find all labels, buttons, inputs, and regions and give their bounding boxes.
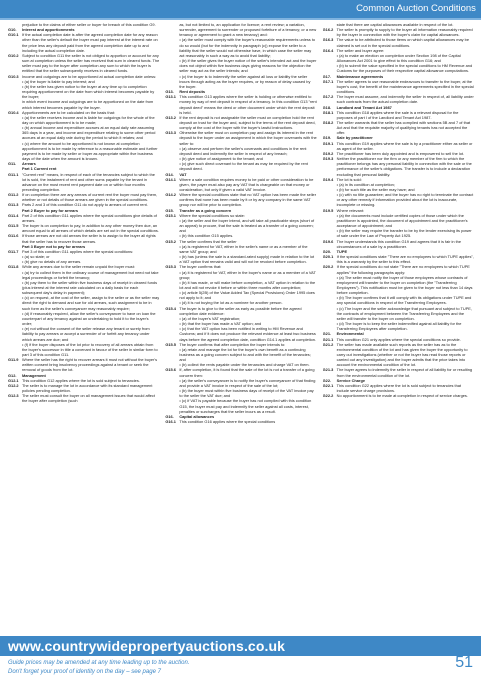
clause-row xyxy=(323,79,474,94)
clause-text: This condition G18 applies where the sale is a relevant disposal for the purposes of part I of the Landlord and Tenant Act 1987. xyxy=(336,109,459,120)
clause-text: • (a) try to collect them in the ordinary course of management but need not take legal proceedings or forfeit the tenancy; xyxy=(22,269,159,280)
clause-text: • (b) pay them to the seller within five business days of receipt in cleared funds (plus interest at the interest rate calculated on a daily basis for each subsequent day's delay in payment); xyxy=(22,279,158,296)
clause-text: • (c) that the VAT option has been notified in writing to HM Revenue and Customs; and if it does not produce the relevant evidence at least two business days before the agreed completion date, condition G14.1 applies at completion. xyxy=(179,326,317,342)
page-number: 51 xyxy=(455,654,473,671)
clause-text: The buyer is to give to the seller as early as possible before the agreed completion date evidence: xyxy=(179,305,302,316)
clause-row xyxy=(165,419,316,424)
clause-text: This condition G19 applies where the sale is by a practitioner either as seller or as agent of the seller. xyxy=(336,140,473,151)
clause-text: Otherwise the seller must on completion pay and assign its interest in the rent deposit to the buyer under an assignment in which the buyer covenants with the seller to: xyxy=(179,130,317,146)
clause-row xyxy=(165,74,316,89)
website-link[interactable]: www.countrywidepropertyauctions.co.uk xyxy=(8,638,286,654)
clause-number: G14.1 xyxy=(165,176,176,182)
clause-number: G20.1 xyxy=(322,254,334,260)
clause-number: G21.1 xyxy=(322,336,334,342)
clause-text: Rent deposits xyxy=(179,89,206,95)
clause-text: This condition G22 applies where the lot is sold subject to tenancies that include service charge provisions. xyxy=(336,382,462,394)
clause-text: If on completion there are any arrears of current rent the buyer must pay them, whether or not details of those arrears are given in the special conditions. xyxy=(22,192,158,203)
clause-text: • (d) it is not buying the lot as a nominee for another person. xyxy=(179,300,283,306)
clause-number: G13.3 xyxy=(165,130,176,136)
clause-number: G21.2 xyxy=(322,341,334,347)
clause-text: • (c) the buyer is to indemnify the seller against all loss or liability the seller incurs through acting as the buyer requires, or by reason of delay caused by the buyer. xyxy=(179,73,311,89)
clause-text: Where relevant: xyxy=(336,207,365,213)
clause-row xyxy=(165,58,316,73)
clause-number: G10.1 xyxy=(8,32,19,38)
clause-text: • (a) the documents must include certified copies of those under which the practitioner is appointed, the document of appointment and the practitioner's acceptance of appointment; and xyxy=(336,212,468,229)
clause-number: G16. xyxy=(165,413,174,419)
clause-row xyxy=(165,306,316,316)
clause-row xyxy=(323,295,474,305)
clause-row xyxy=(323,275,474,296)
clause-text: Where the special conditions state that no VAT option has been made the seller confirms that none has been made by it or by any company in the same VAT group nor will be prior to completion. xyxy=(179,192,317,208)
clause-row xyxy=(8,233,159,243)
clause-row xyxy=(8,280,159,295)
clause-text: If the special conditions state "There are no employees to which TUPE applies", this is a warranty by the seller to this effect. xyxy=(336,254,474,265)
clause-number: G13.2 xyxy=(165,114,176,120)
clause-text: Capital allowances xyxy=(179,413,215,419)
clause-row xyxy=(323,192,474,207)
clause-row xyxy=(165,130,316,145)
clause-row xyxy=(8,295,159,310)
clause-text: Where the special conditions so state: xyxy=(179,212,245,218)
clause-number: G12. xyxy=(8,372,17,378)
clause-number: G21.3 xyxy=(322,367,334,373)
clause-row xyxy=(323,239,474,249)
clause-text: Subject to condition G11 the seller is not obliged to apportion or account for any sum at completion unless the seller has received that sum in cleared funds. The seller must pay to the buyer after completion any sum to which the buyer is entitled that the seller subsequently receives in cleared funds. xyxy=(22,52,160,74)
clause-row xyxy=(8,357,159,372)
clause-text: Environmental xyxy=(336,331,364,337)
clause-row xyxy=(323,254,474,264)
clause-number: G11.4 xyxy=(8,212,19,218)
clause-text: • (a) observe and perform the seller's covenants and conditions in the rent deposit deed and indemnify the seller in respect of any breach; xyxy=(179,145,307,156)
clause-number: G20.2 xyxy=(322,264,334,270)
clause-row xyxy=(165,37,316,58)
clause-number: G17.1 xyxy=(322,78,334,84)
clause-text: state that there are capital allowances available in respect of the lot. xyxy=(336,22,454,27)
clause-text: This condition G21 only applies where the special conditions so provide. xyxy=(336,336,461,342)
clause-number: G15.6 xyxy=(165,367,176,373)
clause-text: The buyer agrees to indemnify the seller in respect of all liability for or resulting from the environmental condition of the lot. xyxy=(336,367,473,378)
clause-text: • (a) the seller and the buyer intend, and will take all practicable steps (short of an appeal) to procure, that the sale is treated as a transfer of a going concern; and xyxy=(179,217,315,234)
clause-row xyxy=(323,342,474,368)
clause-row xyxy=(165,378,316,388)
clause-number: G19.3 xyxy=(322,156,334,162)
clause-text: Arrears xyxy=(22,161,36,167)
clause-text: The seller agrees to use reasonable endeavours to transfer to the buyer, at the buyer's cost, the benefit of the maintenance agreements specified in the special conditions. xyxy=(336,78,474,95)
clause-text: The buyer understands this condition G19 and agrees that it is fair in the circumstances of a sale by a practitioner. xyxy=(336,238,462,249)
clause-text: • (a) to make an election on completion under Section 198 of the Capital Allowances Act 2001 to give effect to this condition G16; and xyxy=(336,52,461,64)
clause-number: G19.1 xyxy=(322,140,334,146)
clause-text: • (d) if reasonably required, allow the seller's conveyancer to have on loan the counterpart of any tenancy against an undertaking to hold it to the buyer's order; xyxy=(22,310,156,327)
clause-text: Part 2 Buyer to pay for arrears xyxy=(22,207,79,213)
clause-text: If those arrears are not old arrears the seller is to assign to the buyer all rights that the seller has to recover those arrears. xyxy=(22,233,156,244)
clause-text: Where a sale condition requires money to be paid or other consideration to be given, the payer must also pay any VAT that is chargeable on that money or consideration, but only if given a valid VAT invoice. xyxy=(179,176,314,192)
clause-text: • (a) in its condition at completion; xyxy=(336,181,395,187)
clause-number: G19. xyxy=(322,135,332,141)
clause-number: G15.3 xyxy=(165,264,176,270)
clause-row xyxy=(8,270,159,280)
clause-row xyxy=(323,213,474,228)
clause-text: • (b) give notice of assignment to the tenant; and xyxy=(179,156,263,162)
clause-text: While any arrears due to the seller remain unpaid the buyer must: xyxy=(22,264,135,270)
clause-number: G12.1 xyxy=(8,377,19,383)
clause-text: The seller is to manage the lot in accordance with its standard management policies pending completion. xyxy=(22,382,153,394)
clause-text: The seller confirms that the seller xyxy=(179,238,237,244)
clause-row xyxy=(8,326,159,341)
clause-number: G17.2 xyxy=(322,94,334,100)
clause-text: in which event income and outgoings are to be apportioned on the date from which interest becomes payable by the buyer. xyxy=(22,99,154,110)
clause-number: G16.3 xyxy=(322,37,334,43)
clause-text: VAT xyxy=(179,171,187,177)
clause-row xyxy=(323,63,474,73)
clause-number: G14.2 xyxy=(165,192,176,198)
header-divider xyxy=(0,18,481,20)
clause-number: G17. xyxy=(322,73,332,79)
clause-number: G11. xyxy=(8,161,17,167)
clause-number: G11.6 xyxy=(8,233,19,239)
clause-row xyxy=(323,306,474,321)
clause-number: G20. xyxy=(322,248,332,254)
clause-number: G11.8 xyxy=(8,264,19,270)
clause-number: G13.1 xyxy=(165,94,176,100)
page-title: Common Auction Conditions xyxy=(351,0,481,18)
clause-number: G19.2 xyxy=(322,150,334,156)
clause-text: • (d) The buyer is to keep the seller indemnified against all liability for the Transferring Employees after completion. xyxy=(336,321,462,332)
column-left xyxy=(8,22,159,632)
clause-number: G19.6 xyxy=(322,238,334,244)
clause-text: • (a) retain and manage the lot for the buyer's own benefit as a continuing business as a going concern subject to and with the benefit of the tenancies; and xyxy=(179,346,311,363)
clause-row xyxy=(165,161,316,171)
clause-row xyxy=(323,321,474,331)
clause-text: TUPE xyxy=(336,248,348,254)
clause-text: • (a) the buyer is liable to pay interest; and xyxy=(22,78,95,84)
clause-number: G11.5 xyxy=(8,223,19,229)
clause-text: • (b) the seller may require the transfer to be by the lender exercising its power of sale under the Law of Property Act 1925. xyxy=(336,228,472,239)
clause-text: Landlord and Tenant Act 1987 xyxy=(336,104,392,110)
clause-text: • (b) for such title as the seller may have; and xyxy=(336,187,415,192)
clause-row xyxy=(8,383,159,393)
clause-number: G16.4 xyxy=(322,47,334,53)
clause-row xyxy=(323,53,474,63)
clause-text: This condition G13 applies where the seller is holding or otherwise entitled to money by way of rent deposit in respect of a tenancy. In this condition G13 "rent deposit deed" means the deed or other document under which the rent deposit is held. xyxy=(179,94,317,115)
clause-text: • (e) not without the consent of the seller release any tenant or surety from liability to pay arrears or accept a surrender of or forfeit any tenancy under which arrears are due; and xyxy=(22,326,150,342)
clause-row xyxy=(8,213,159,223)
clause-text: If, after completion, it is found that the sale of the lot is not a transfer of a going concern then: xyxy=(179,367,315,378)
clause-text: Service Charge xyxy=(336,377,365,383)
clause-number: G18.1 xyxy=(322,109,334,115)
clause-text: • (a) of the buyer's VAT registration; xyxy=(179,315,241,321)
clause-text: • (f) if the buyer disposes of the lot prior to recovery of all arrears obtain from the buyer's successor in title a covenant in favour of the seller in similar form to part 3 of this condition G11. xyxy=(22,341,158,357)
clause-number: G11.7 xyxy=(8,248,19,254)
clause-number: G22.1 xyxy=(322,382,334,388)
clause-row xyxy=(165,22,316,37)
clause-text: The value to be attributed to those items on which capital allowances may be claimed is set out in the special conditions. xyxy=(336,37,470,48)
clause-row xyxy=(165,94,316,115)
clause-number: G11.9 xyxy=(8,357,19,363)
clause-row xyxy=(323,383,474,393)
footer-note-proof-of-identity: Don't forget your proof of identity on the day – see page 7 xyxy=(8,669,161,675)
clause-text: • (a) the seller must comply with the buyer's reasonable requirements unless to do so would (but for the indemnity in paragraph (c)) expose the seller to a liability that the seller would not otherwise have, in which case the seller may act reasonably in such a way as to avoid that liability; xyxy=(179,37,316,58)
clause-row xyxy=(323,264,474,274)
clause-text: Sale by practitioner xyxy=(336,135,373,141)
clause-text: Management xyxy=(22,372,46,378)
clause-row xyxy=(8,342,159,357)
clause-text: • (c) The buyer and the seller acknowledge that pursuant and subject to TUPE, the contracts of employment between the Transferring Employees and the seller will transfer to the buyer on completion. xyxy=(336,305,472,321)
clause-text: Parts 2 and 3 of this condition G11 do not apply to arrears of current rent. xyxy=(22,202,148,208)
clause-text: • (b) if the seller gives the buyer notice of the seller's intended act and the buyer does not object within five business days giving reasons for the objection the seller may act as the seller intends; and xyxy=(179,58,317,74)
clause-text: • (b) give no details of any arrears. xyxy=(22,259,82,265)
clause-row xyxy=(165,326,316,341)
clause-text: Interest and apportionments xyxy=(22,27,75,33)
clause-number: G16.2 xyxy=(322,27,334,33)
clause-row xyxy=(165,388,316,398)
clause-number: G15.4 xyxy=(165,305,176,311)
clause-row xyxy=(8,192,159,202)
clause-text: The buyer confirms that after completion the buyer intends to: xyxy=(179,341,286,347)
clause-number: G10.4 xyxy=(8,109,19,115)
clause-text: Income and outgoings are to be apportioned at actual completion date unless: xyxy=(22,73,157,79)
clause-row xyxy=(165,177,316,192)
clause-row xyxy=(323,27,474,37)
clause-row xyxy=(8,125,159,140)
clause-row xyxy=(8,141,159,162)
clause-row xyxy=(323,94,474,104)
clause-text: prejudice to the claims of either seller or buyer for breach of this condition G9. xyxy=(22,22,156,27)
clause-text: • (b) that the buyer has made a VAT option; and xyxy=(179,321,262,327)
clause-number: G11.2 xyxy=(8,192,19,198)
conditions-columns xyxy=(8,22,474,632)
clause-text: The seller warrants that the seller has complied with sections 5B and 7 of that Act and that the requisite majority of qualifying tenants has not accepted the offer. xyxy=(336,119,471,136)
clause-row xyxy=(8,53,159,74)
clause-number: G16.1 xyxy=(165,419,176,425)
clause-text: Transfer as a going concern xyxy=(179,207,232,213)
clause-row xyxy=(8,311,159,326)
clause-text: The buyer confirms that: xyxy=(179,264,222,270)
clause-text: "Current rent" means, in respect of each of the tenancies subject to which the lot is sold, the instalment of rent and other sums payable by the tenant in advance on the most recent rent payment date on or within four months preceding completion. xyxy=(22,171,155,192)
clause-text: Part 2 of this condition G11 applies where the special conditions give details of arrears. xyxy=(22,212,157,223)
clause-text: The buyer is on completion to pay, in addition to any other money then due, an amount equal to all arrears of which details are set out in the special conditions. xyxy=(22,223,159,234)
clause-text: Part 1 Current rent xyxy=(22,166,57,172)
clause-text: • (b) it has made, or will make before completion, a VAT option in relation to the lot and will not revoke it before or within three months after completion; xyxy=(179,279,316,290)
clause-number: G10.3 xyxy=(8,73,19,79)
clause-number: G18. xyxy=(322,104,332,110)
clause-number: G14. xyxy=(165,171,174,177)
clause-text: • (a) the seller receives income and is liable for outgoings for the whole of the day on which apportionment is to be made; xyxy=(22,114,155,125)
clause-number: G15.5 xyxy=(165,341,176,347)
clause-text: • (b) collect the rents payable under the tenancies and charge VAT on them. xyxy=(179,362,310,368)
clause-number: G11.3 xyxy=(8,202,19,208)
clause-row xyxy=(323,367,474,377)
clause-number: G19.4 xyxy=(322,176,334,182)
clause-text: • (b) annual income and expenditure accrues at an equal daily rate assuming 365 days in a year, and income and expenditure relating to some other period accrues at an equal daily rate during the period to which it relates; and xyxy=(22,125,156,141)
clause-number: G12.3 xyxy=(8,393,19,399)
clause-number: G15.1 xyxy=(165,212,176,218)
clause-row xyxy=(323,37,474,47)
clause-row xyxy=(8,99,159,109)
clause-text: • (a) it is registered for VAT, either in the buyer's name or as a member of a VAT group; xyxy=(179,269,316,280)
clause-text: • (b) this condition G15 applies. xyxy=(179,233,234,239)
clause-text: The seller must consult the buyer on all management issues that would affect the buyer after completion (such xyxy=(22,393,155,404)
clause-number xyxy=(165,22,179,37)
clause-row xyxy=(165,270,316,280)
clause-row xyxy=(165,244,316,254)
clause-row xyxy=(323,141,474,151)
clause-text: • (c) article 5(2B) of the Value Added Tax (Special Provisions) Order 1995 does not apply to it; and xyxy=(179,290,315,301)
clause-text: • (a) is registered for VAT, either in the seller's name or as a member of the same VAT group; and xyxy=(179,243,308,254)
clause-row xyxy=(165,347,316,362)
clause-number: G15. xyxy=(165,207,174,213)
footer-note-guide-prices: Guide prices may be amended at any time leading up to the auction. xyxy=(8,660,190,666)
clause-row xyxy=(165,280,316,290)
clause-number: G13. xyxy=(165,89,174,95)
column-right xyxy=(323,22,474,632)
clause-text: Apportionments are to be calculated on the basis that: xyxy=(22,109,116,115)
clause-text: • (c) give such direct covenant to the tenant as may be required by the rent deposit deed. xyxy=(179,161,308,172)
clause-number: G11.1 xyxy=(8,171,19,177)
clause-number: G21. xyxy=(322,331,332,337)
clause-text: The seller has made available such reports as the seller has as to the environmental condition of the lot and has given the buyer the opportunity to carry out investigations (whether or not the buyer has read those reports or carried out any investigation) and the buyer admits that the price takes into account the environmental condition of the lot. xyxy=(336,341,468,368)
clause-number: G22.2 xyxy=(322,393,334,399)
clause-text: • (a) The seller must notify the buyer of those employees whose contracts of employment will transfer to the buyer on completion (the "Transferring Employees"). This notification must be given to the buyer not less than 14 days before completion. xyxy=(336,274,473,296)
clause-text: • (b) has (unless the sale is a standard-rated supply) made in relation to the lot a VAT option that remains valid and will not be revoked before completion. xyxy=(179,254,315,265)
clause-text: Part 3 Buyer not to pay for arrears xyxy=(22,243,86,249)
clause-text: • (c) where the amount to be apportioned is not known at completion apportionment is to be made by reference to a reasonable estimate and further payment is to be made by seller or buyer as appropriate within five business days of the date when the amount is known. xyxy=(22,140,158,162)
clause-number: G18.2 xyxy=(322,119,334,125)
clause-text: No apportionment is to be made at completion in respect of service charges. xyxy=(336,393,468,399)
clause-text: • (a) the seller's conveyancer is to notify the buyer's conveyancer of that finding and provide a VAT invoice in respect of the sale of the lot; xyxy=(179,377,316,388)
clause-text: The practitioner has been duly appointed and is empowered to sell the lot. xyxy=(336,150,465,156)
clause-text: Maintenance agreements xyxy=(336,73,384,79)
clause-row xyxy=(165,146,316,156)
clause-number: G10.2 xyxy=(8,52,19,58)
clause-row xyxy=(323,110,474,120)
clause-text: Part 3 of this condition G11 applies where the special conditions: xyxy=(22,248,134,254)
clause-row xyxy=(165,254,316,264)
clause-row xyxy=(323,228,474,238)
clause-row xyxy=(323,156,474,177)
clause-row xyxy=(323,120,474,135)
clause-text: If the actual completion date is after the agreed completion date for any reason other than the seller's default the buyer must pay interest at the interest rate on the price less any deposit paid from the agreed completion date up to and including the actual completion date. xyxy=(22,32,158,53)
clause-text: Where the seller has the right to recover arrears it must not without the buyer's written consent bring insolvency proceedings against a tenant or seek the removal of goods from the lot. xyxy=(22,357,158,373)
clause-row xyxy=(8,84,159,99)
clause-row xyxy=(323,393,474,398)
clause-row xyxy=(165,192,316,207)
clause-row xyxy=(8,393,159,403)
clause-row xyxy=(165,218,316,233)
clause-text: as, but not limited to, an application for licence; a rent review; a variation, surrender, agreement to surrender or proposed forfeiture of a tenancy; or a new tenancy or agreement to grant a new tenancy) and: xyxy=(179,22,317,38)
clause-number: G12.2 xyxy=(8,382,19,388)
clause-number: G22. xyxy=(322,377,332,383)
clause-text: The lot is sold: xyxy=(336,176,362,182)
header-bar xyxy=(0,0,481,18)
clause-row xyxy=(165,290,316,300)
clause-text: This condition G16 applies where the special conditions xyxy=(179,419,276,425)
clause-text: • (c) if VAT is payable because the buyer has not complied with this condition G15, the buyer must pay and indemnify the seller against all costs, interest, penalties or surcharges that the seller incurs as a result. xyxy=(179,398,312,414)
clause-number: G10. xyxy=(8,27,17,33)
clause-text: • (b) the buyer must within five business days of receipt of the VAT invoice pay to the seller the VAT due; and xyxy=(179,388,314,399)
clause-text: • (c) with no title guarantee; and the buyer has no right to terminate the contract or any other remedy if information provided about the lot is inaccurate, incomplete or missing. xyxy=(336,192,474,208)
clause-number: G15.2 xyxy=(165,238,176,244)
clause-row xyxy=(8,32,159,53)
clause-text: • (b) to submit the value specified in the special conditions to HM Revenue and Customs for the purposes of their respective capital allowance computations. xyxy=(336,63,473,74)
clause-text: The seller and buyer agree: xyxy=(336,47,385,53)
clause-text: If the special conditions do not state "There are no employees to which TUPE applies" the following paragraphs apply: xyxy=(336,264,470,275)
clause-text: • (c) on request, at the cost of the seller, assign to the seller or as the seller may direct the right to demand and sue for old arrears, such assignment to be in such form as the seller's conveyancer may reasonably require; xyxy=(22,295,160,311)
clause-row xyxy=(8,115,159,125)
clause-row xyxy=(8,223,159,233)
clause-row xyxy=(165,115,316,130)
clause-text: This condition G12 applies where the lot is sold subject to tenancies. xyxy=(22,377,140,383)
column-middle xyxy=(165,22,316,632)
clause-number: G19.5 xyxy=(322,207,334,213)
clause-text: • (b) The buyer confirms that it will comply with its obligations under TUPE and any special conditions in respect of the Transferring Employees. xyxy=(336,295,472,306)
clause-text: The seller is promptly to supply to the buyer all information reasonably required by the buyer in connection with the buyer's claim for capital allowances. xyxy=(336,27,473,38)
clause-row xyxy=(8,172,159,193)
clause-text: The buyer must assume, and indemnify the seller in respect of, all liability under such contracts from the actual completion date. xyxy=(336,94,474,105)
clause-text: Neither the practitioner nor the firm or any member of the firm to which the practitioner belongs has any personal liability in connection with the sale or the performance of the seller's obligations. The transfer is to include a declaration excluding that personal liability. xyxy=(336,156,472,177)
clause-text: • (b) the seller has given notice to the buyer at any time up to completion requiring apportionment on the date from which interest becomes payable by the buyer; xyxy=(22,83,155,100)
clause-row xyxy=(165,367,316,377)
clause-row xyxy=(165,398,316,413)
clause-text: • (a) so state; or xyxy=(22,254,50,260)
clause-text: If the rent deposit is not assignable the seller must on completion hold the rent deposit on trust for the buyer and, subject to the terms of the rent deposit deed, comply at the cost of the buyer with the buyer's lawful instructions. xyxy=(179,114,316,131)
